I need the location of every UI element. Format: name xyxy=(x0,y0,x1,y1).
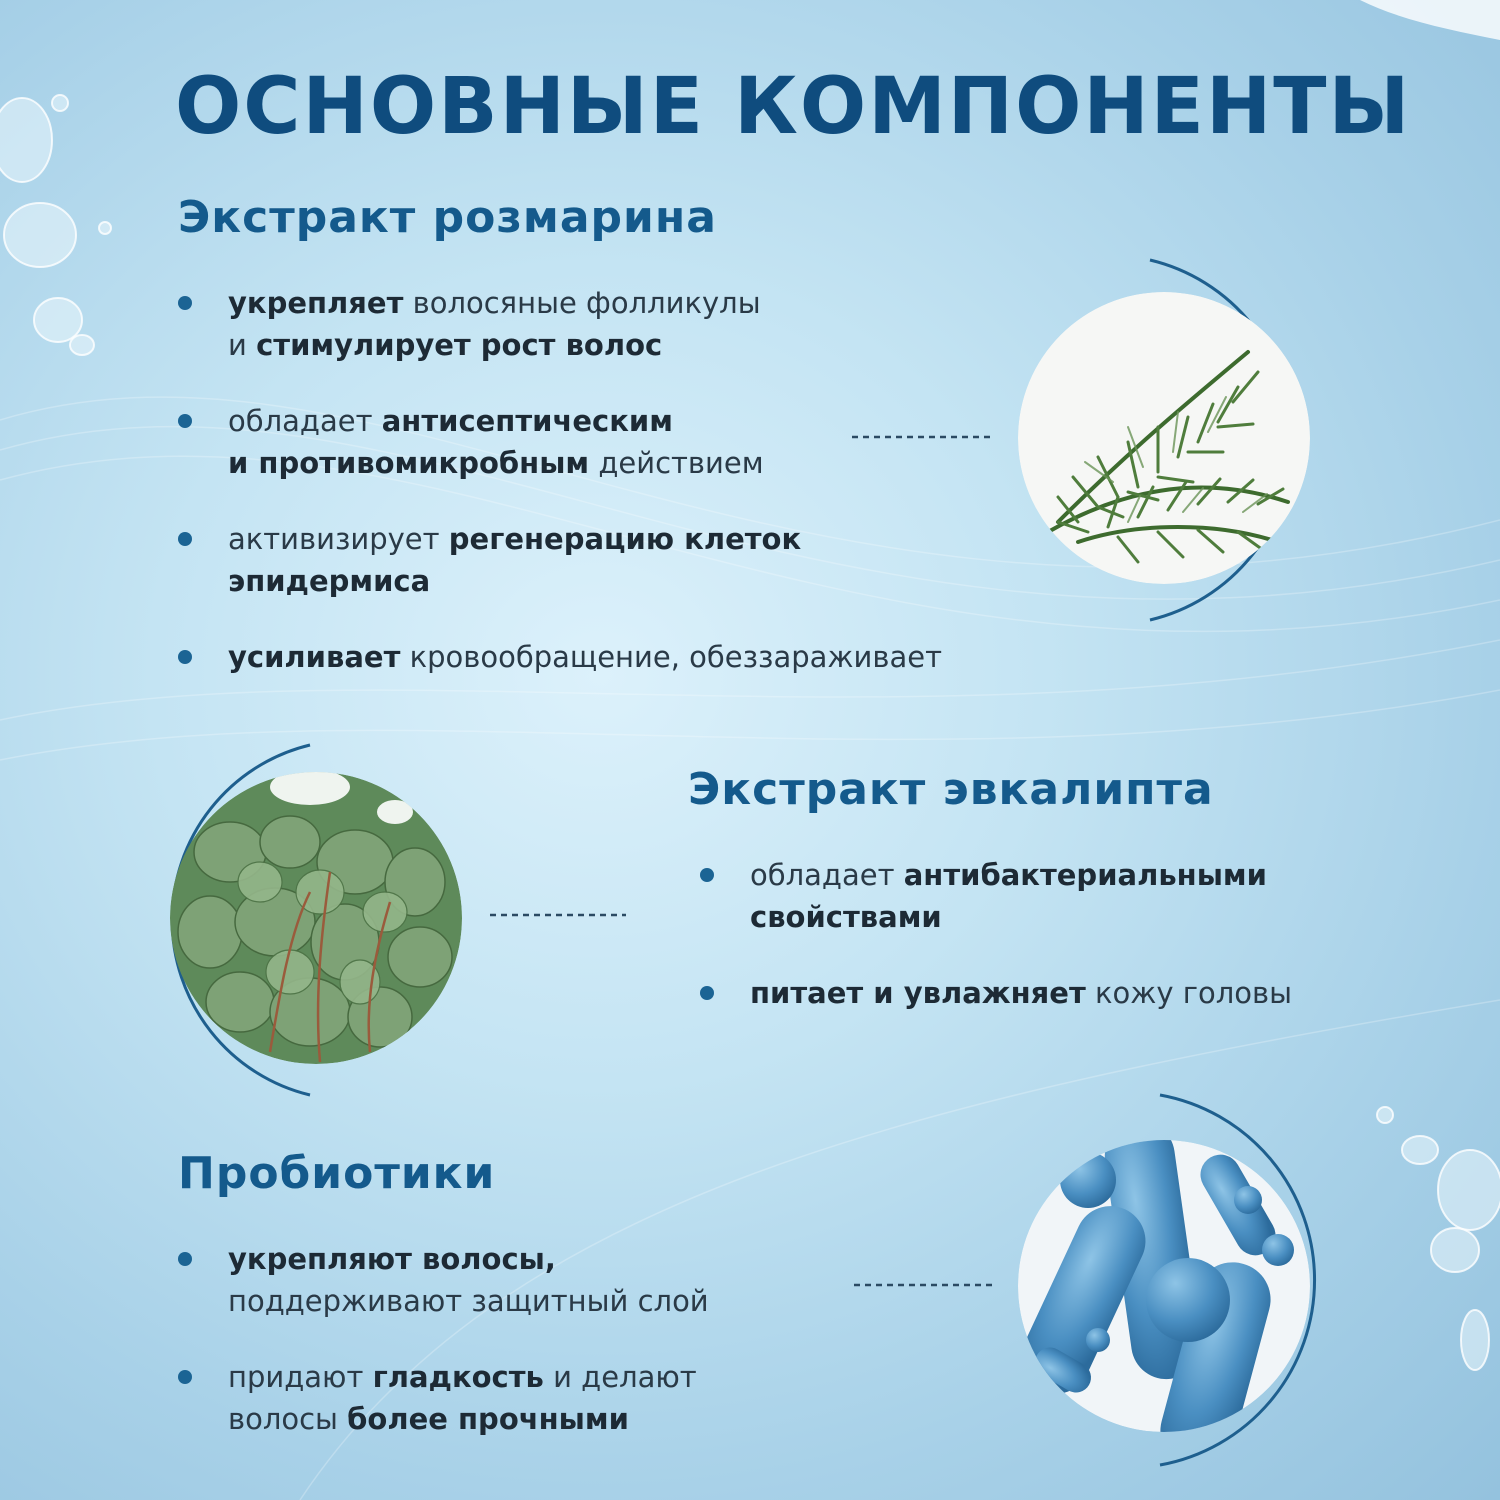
list-item: активизирует регенерацию клеток эпидермиса xyxy=(178,518,942,602)
dotted-connector xyxy=(488,908,628,922)
list-item: питает и увлажняет кожу головы xyxy=(700,972,1292,1014)
eucalyptus-benefits-list xyxy=(700,854,1292,1014)
dotted-connector xyxy=(852,1278,994,1292)
bullet-icon xyxy=(178,1370,192,1384)
rosemary-photo xyxy=(1018,292,1310,584)
rosemary-heading: Экстракт розмарина xyxy=(178,192,717,243)
list-item: обладает антисептическим и противомикробным действием xyxy=(178,400,942,484)
bullet-icon xyxy=(178,532,192,546)
probiotics-heading: Пробиотики xyxy=(178,1148,496,1199)
eucalyptus-heading: Экстракт эвкалипта xyxy=(688,764,1214,815)
list-item: обладает антибактериальными свойствами xyxy=(700,854,1292,938)
bacteria-photo xyxy=(1018,1140,1310,1432)
list-item: укрепляет волосяные фолликулы и стимулирует рост волос xyxy=(178,282,942,366)
eucalyptus-photo xyxy=(170,772,462,1064)
bullet-icon xyxy=(700,868,714,882)
bullet-icon xyxy=(700,986,714,1000)
probiotics-benefits-list xyxy=(178,1238,709,1440)
list-item: усиливает кровообращение, обеззараживает xyxy=(178,636,942,678)
water-droplets-right xyxy=(1377,1107,1500,1370)
bullet-icon xyxy=(178,296,192,310)
list-item: укрепляют волосы, поддерживают защитный слой xyxy=(178,1238,709,1322)
bullet-icon xyxy=(178,650,192,664)
bullet-icon xyxy=(178,414,192,428)
rosemary-benefits-list xyxy=(178,282,942,678)
water-droplets-left xyxy=(0,95,111,355)
bullet-icon xyxy=(178,1252,192,1266)
page-title: ОСНОВНЫЕ КОМПОНЕНТЫ xyxy=(175,62,1412,152)
dotted-connector xyxy=(850,430,995,444)
list-item: придают гладкость и делают волосы более прочными xyxy=(178,1356,709,1440)
